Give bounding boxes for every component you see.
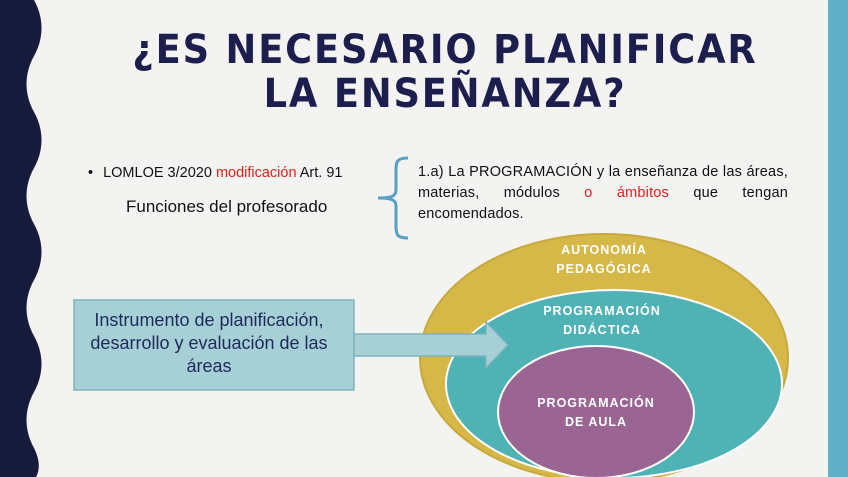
description-text: 1.a) La PROGRAMACIÓN y la enseñanza de las áreas, materias, módulos — [418, 164, 788, 201]
outer-ellipse-label: AUTONOMÍA PEDAGÓGICA — [556, 243, 652, 276]
law-article: Art. 91 — [299, 165, 343, 181]
description-highlight: o ámbitos — [584, 185, 670, 201]
middle-ellipse-label: PROGRAMACIÓN DIDÁCTICA — [543, 304, 661, 337]
page-title: ¿ES NECESARIO PLANIFICAR LA ENSEÑANZA? — [132, 27, 758, 117]
instrument-text: Instrumento de planificación, desarrollo y evaluación de las áreas — [90, 310, 328, 376]
functions-label: Funciones del profesorado — [126, 197, 328, 216]
inner-ellipse-label: PROGRAMACIÓN DE AULA — [537, 396, 655, 429]
law-name: LOMLOE 3/2020 — [103, 165, 212, 181]
bullet: • — [88, 165, 94, 181]
law-modification: modificación — [215, 165, 297, 181]
description-end: que tengan encomendados. — [418, 185, 788, 222]
